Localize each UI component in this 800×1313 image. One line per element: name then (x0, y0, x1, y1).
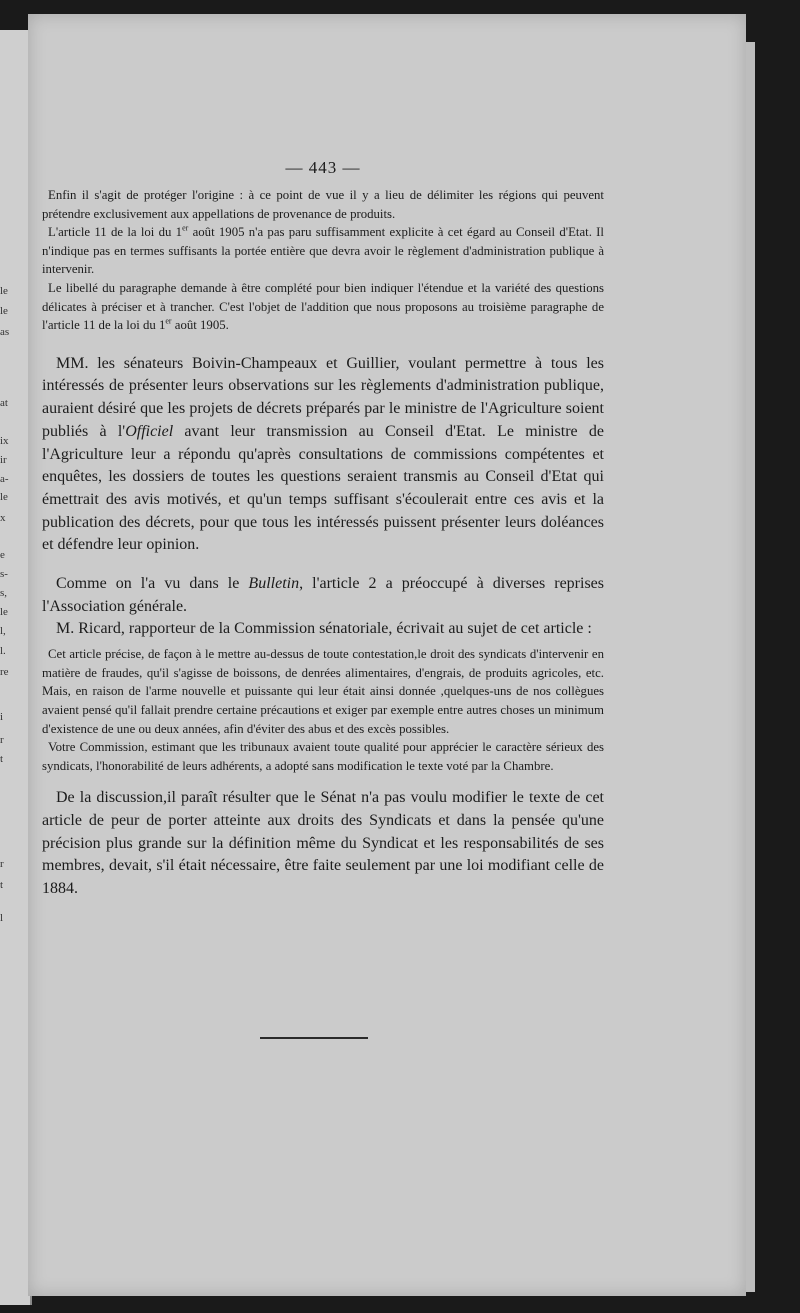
margin-fragment: ir (0, 454, 7, 466)
paragraph (42, 573, 604, 618)
margin-fragment: l, (0, 625, 6, 637)
page-number: — 443 — (285, 158, 361, 177)
margin-fragment: re (0, 666, 9, 678)
small-text-block-1 (42, 186, 604, 335)
paragraph-text: MM. les sénateurs Boivin-Champeaux et Guillier, voulant permettre à tous les intéressés de présenter leurs observations sur les règlements d'administration publique, auraient désiré que les projets de décrets préparés par le ministre de l'Agriculture soient publiés à l' (42, 354, 604, 440)
margin-fragment: t (0, 879, 4, 891)
paragraph: Votre Commission, estimant que les tribunaux avaient toute qualité pour apprécier le caractère sérieux des syndicats, l'honorabilité de leurs adhérents, a adopté sans modification le texte voté par la Chambre. (42, 740, 604, 773)
margin-fragment: at (0, 397, 8, 409)
margin-fragment: e (0, 549, 5, 561)
large-text-block-2 (42, 573, 604, 641)
paragraph-text: L'article 11 de la loi du 1 (48, 225, 183, 240)
superscript: er (165, 316, 172, 326)
page-content (42, 158, 604, 901)
paragraph-text: Le libellé du paragraphe demande à être complété pour bien indiquer l'étendue et la variété des questions délicates à préciser et à trancher. C'est l'objet de l'addition que nous proposons au troisième paragraphe de l'article 11 de la loi du 1 (42, 280, 604, 333)
margin-fragment: l (0, 912, 4, 924)
margin-fragment: r (0, 734, 4, 746)
paragraph: De la discussion,il paraît résulter que le Sénat n'a pas voulu modifier le texte de cet article de peur de porter atteinte aux droits des Syndicats et dans la pensée qu'une précision plus grande sur la définition même du Syndicat et les responsabilités de ses membres, devait, s'il était nécessaire, être faite seulement par une loi modifiant celle de 1884. (42, 789, 604, 898)
superscript: er (182, 223, 189, 233)
margin-fragment: as (0, 326, 10, 338)
paragraph-text: août 1905 n'a pas paru suffisamment explicite à cet égard au Conseil d'Etat. Il n'indique pas en termes suffisants la portée entière que devra avoir le règlement d'administration publique à intervenir. (42, 225, 604, 277)
paragraph (42, 353, 604, 557)
paragraph-text: avant leur transmission au Conseil d'Etat. Le ministre de l'Agriculture leur a répondu qu'après consultations de commissions compétentes et enquêtes, les dossiers de toutes les questions seraient transmis au Conseil d'Etat qui émettrait des avis motivés, et qu'un temps suffisant s'écoulerait entre ces avis et la publication des décrets, pour que tous les intéressés puissent présenter leurs doléances et défendre leur opinion. (42, 422, 605, 554)
italic-title: Officiel (125, 422, 174, 440)
paragraph (42, 279, 604, 335)
closing-rule (260, 1037, 368, 1039)
margin-fragment: le (0, 606, 8, 618)
paragraph: M. Ricard, rapporteur de la Commission sénatoriale, écrivait au sujet de cet article : (56, 620, 592, 638)
margin-fragment: t (0, 753, 4, 765)
small-text-block-2 (42, 645, 604, 775)
margin-fragment: le (0, 491, 8, 503)
paragraph: Cet article précise, de façon à le mettre au-dessus de toute contestation,le droit des syndicats d'intervenir en matière de fraudes, qu'il s'agisse de boissons, de denrées alimentaires, d'engrais, de produits agricoles, etc. Mais, en raison de l'arme nouvelle et puissante qui leur était ainsi donnée ,quelques-uns de nos collègues avaient pensé qu'il fallait prendre certaine précautions et exiger par exemple entre autres choses un minimum d'existence de une ou deux années, afin d'éviter des abus et des excès possibles. (42, 647, 604, 736)
margin-fragment: s, (0, 587, 8, 599)
margin-fragment: x (0, 512, 6, 524)
large-text-block-1 (42, 353, 604, 557)
margin-fragment: l. (0, 645, 6, 657)
margin-fragment: a- (0, 473, 9, 485)
margin-fragment: le (0, 285, 8, 297)
margin-fragment: ix (0, 435, 9, 447)
italic-title: Bulletin (248, 575, 300, 593)
paragraph: Enfin il s'agit de protéger l'origine : à ce point de vue il y a lieu de délimiter les régions qui peuvent prétendre exclusivement aux appellations de provenance de produits. (42, 188, 604, 221)
paragraph-text: , l'article 2 a préoccupé à diverses reprises l'Association générale. (42, 575, 605, 615)
paragraph-text: août 1905. (171, 318, 229, 333)
large-text-block-3 (42, 787, 604, 901)
margin-fragment: le (0, 305, 8, 317)
margin-fragment: r (0, 858, 4, 870)
margin-fragment: s- (0, 568, 8, 580)
paragraph-text: Comme on l'a vu dans le (56, 575, 249, 593)
paragraph (42, 223, 604, 279)
margin-fragment: i (0, 711, 4, 723)
